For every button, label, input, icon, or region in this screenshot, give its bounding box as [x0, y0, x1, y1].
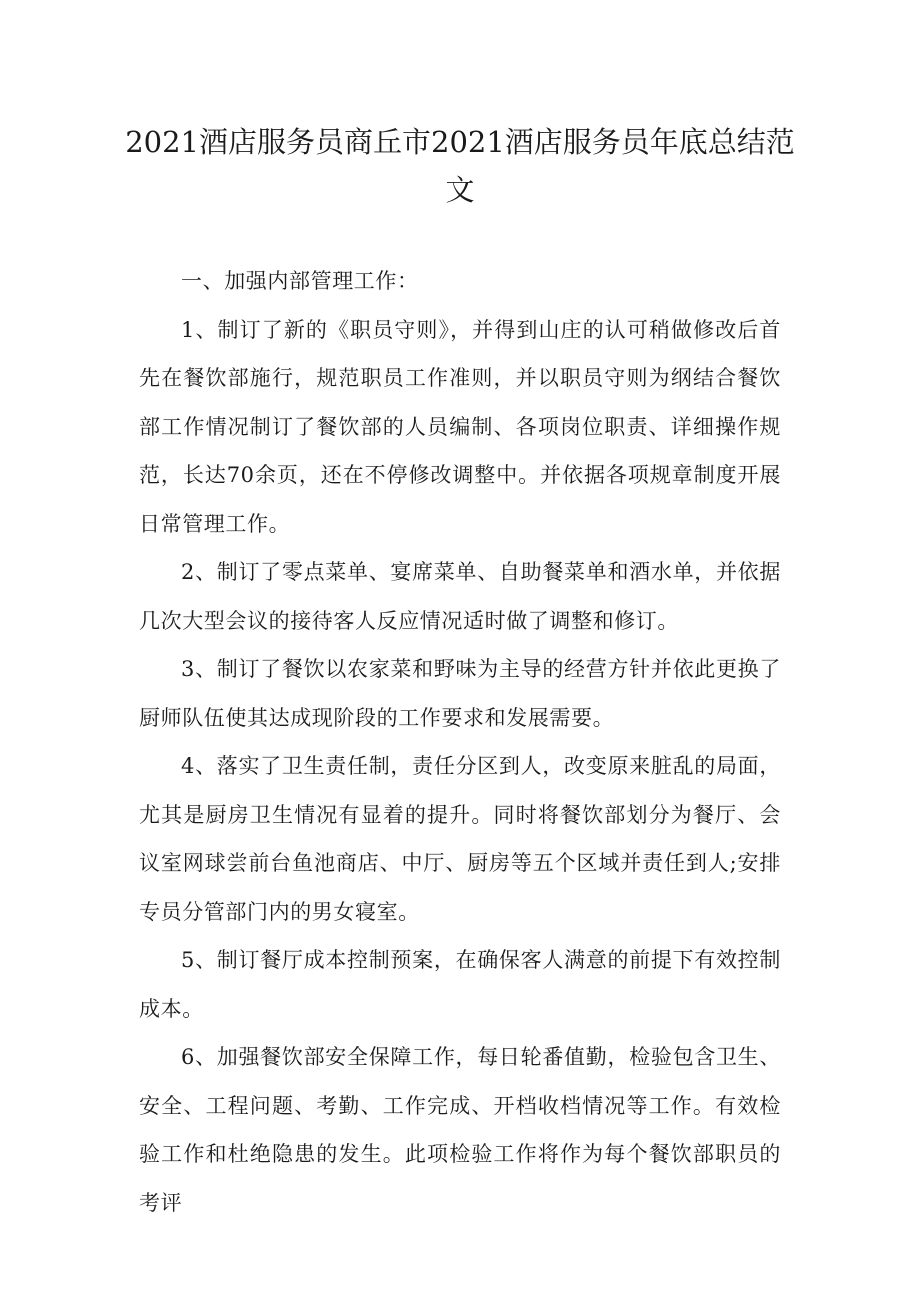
paragraph-item-4: 4、落实了卫生责任制，责任分区到人，改变原来脏乱的局面，尤其是厨房卫生情况有显着的提升。同时将餐饮部划分为餐厅、会议室网球尝前台鱼池商店、中厅、厨房等五个区域并责任到人;安排专员分管部门内的男女寝室。	[139, 754, 781, 924]
paragraph-item-6: 6、加强餐饮部安全保障工作，每日轮番值勤，检验包含卫生、安全、工程问题、考勤、工作完成、开档收档情况等工作。有效检验工作和杜绝隐患的发生。此项检验工作将作为每个餐饮部职员的考评	[139, 1045, 781, 1215]
document-body	[139, 257, 781, 1227]
paragraph-item-1: 1、制订了新的《职员守则》，并得到山庄的认可稍做修改后首先在餐饮部施行，规范职员工作准则，并以职员守则为纲结合餐饮部工作情况制订了餐饮部的人员编制、各项岗位职责、详细操作规范，长达70余页，还在不停修改调整中。并依据各项规章制度开展日常管理工作。	[139, 317, 781, 536]
paragraph-item-2: 2、制订了零点菜单、宴席菜单、自助餐菜单和酒水单，并依据几次大型会议的接待客人反应情况适时做了调整和修订。	[139, 560, 781, 633]
paragraph-item-3: 3、制订了餐饮以农家菜和野味为主导的经营方针并依此更换了厨师队伍使其达成现阶段的工作要求和发展需要。	[139, 657, 781, 730]
section-heading: 一、加强内部管理工作：	[181, 269, 419, 293]
paragraph-item-5: 5、制订餐厅成本控制预案，在确保客人满意的前提下有效控制成本。	[139, 948, 781, 1021]
document-title: 2021酒店服务员商丘市2021酒店服务员年底总结范文	[125, 125, 795, 207]
